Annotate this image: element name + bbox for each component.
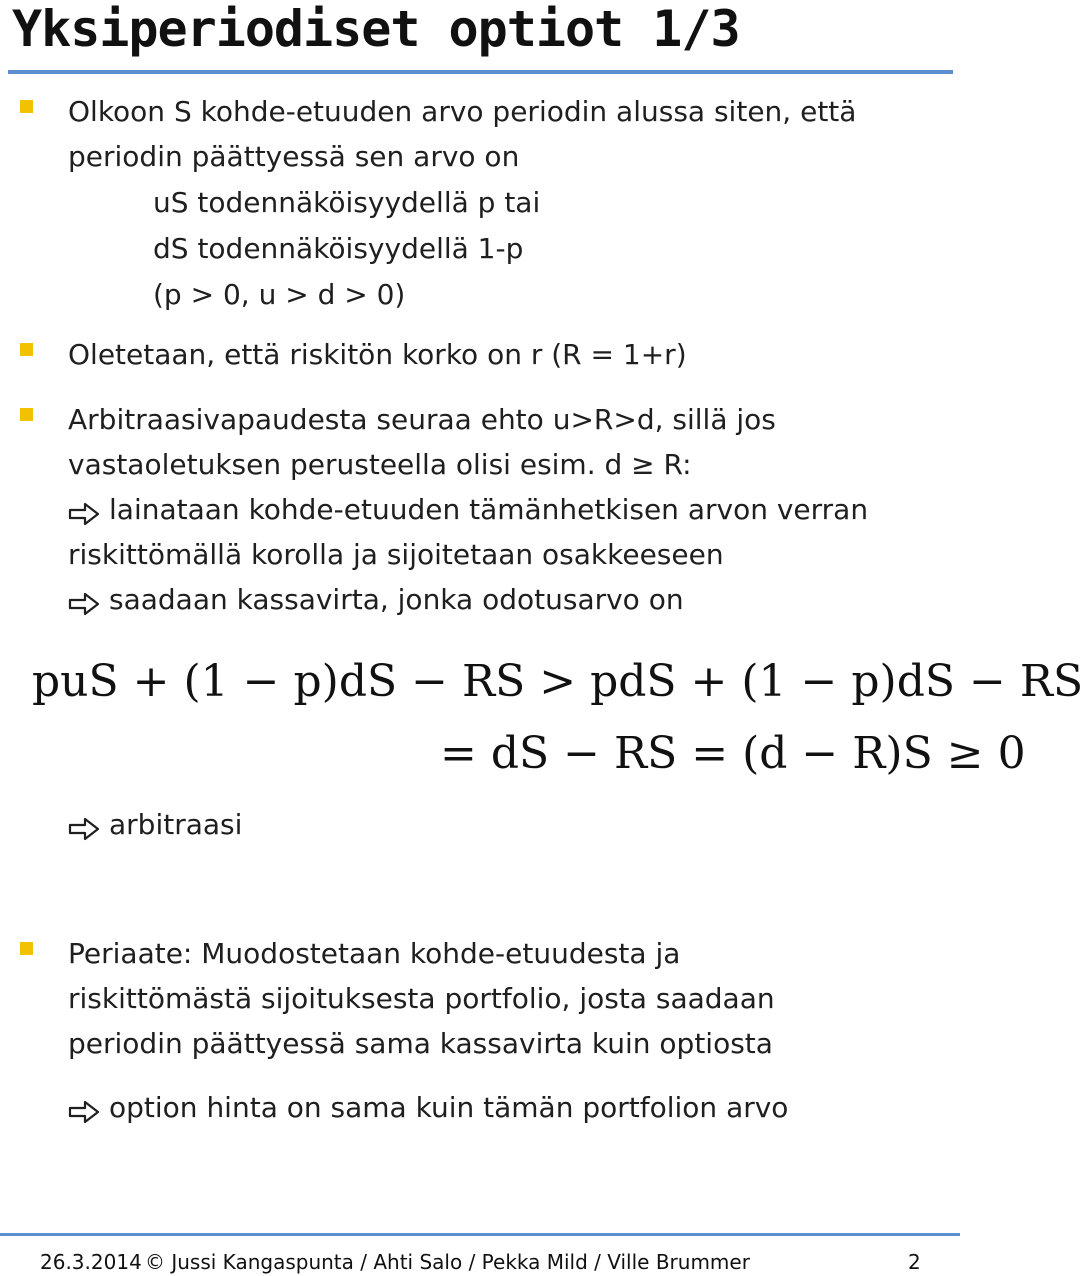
footer-date: 26.3.2014 <box>40 1250 142 1274</box>
bullet-1-line-3: uS todennäköisyydellä p tai <box>153 186 541 219</box>
bullet-4-line-1: Periaate: Muodostetaan kohde-etuudesta ja <box>68 937 681 970</box>
hollow-right-arrow-icon <box>68 502 100 526</box>
arbitrage-label: arbitraasi <box>109 808 243 841</box>
title-rule <box>8 70 953 74</box>
bullet-3-line-2: vastaoletuksen perusteella olisi esim. d ≥ R: <box>68 448 692 481</box>
bullet-marker <box>20 343 33 356</box>
hollow-right-arrow-icon <box>68 1100 100 1124</box>
bullet-marker <box>20 408 33 421</box>
bullet-1-line-2: periodin päättyessä sen arvo on <box>68 140 520 173</box>
bullet-2-line-1: Oletetaan, että riskitön korko on r (R = 1+r) <box>68 338 687 371</box>
bullet-3-line-5: saadaan kassavirta, jonka odotusarvo on <box>109 583 684 616</box>
footer-rule <box>0 1233 960 1236</box>
footer-page-number: 2 <box>908 1250 921 1274</box>
page-title: Yksiperiodiset optiot 1/3 <box>12 0 740 58</box>
bullet-1-line-5: (p > 0, u > d > 0) <box>153 278 406 311</box>
bullet-4-line-3: periodin päättyessä sama kassavirta kuin optiosta <box>68 1027 773 1060</box>
bullet-3-line-1: Arbitraasivapaudesta seuraa ehto u>R>d, sillä jos <box>68 403 776 436</box>
bullet-4-line-2: riskittömästä sijoituksesta portfolio, josta saadaan <box>68 982 775 1015</box>
bullet-3-line-4: riskittömällä korolla ja sijoitetaan osakkeeseen <box>68 538 724 571</box>
footer-authors: © Jussi Kangaspunta / Ahti Salo / Pekka Mild / Ville Brummer <box>145 1250 750 1274</box>
bullet-1-line-4: dS todennäköisyydellä 1-p <box>153 232 524 265</box>
formula-line-2: = dS − RS = (d − R)S ≥ 0 <box>440 728 1026 779</box>
formula-line-1: puS + (1 − p)dS − RS > pdS + (1 − p)dS − RS <box>32 656 1083 707</box>
bullet-3-line-3: lainataan kohde-etuuden tämänhetkisen arvon verran <box>109 493 869 526</box>
bullet-marker <box>20 942 33 955</box>
bullet-marker <box>20 100 33 113</box>
bullet-1-line-1: Olkoon S kohde-etuuden arvo periodin alussa siten, että <box>68 95 857 128</box>
hollow-right-arrow-icon <box>68 817 100 841</box>
hollow-right-arrow-icon <box>68 592 100 616</box>
bullet-4-line-4: option hinta on sama kuin tämän portfolion arvo <box>109 1091 789 1124</box>
